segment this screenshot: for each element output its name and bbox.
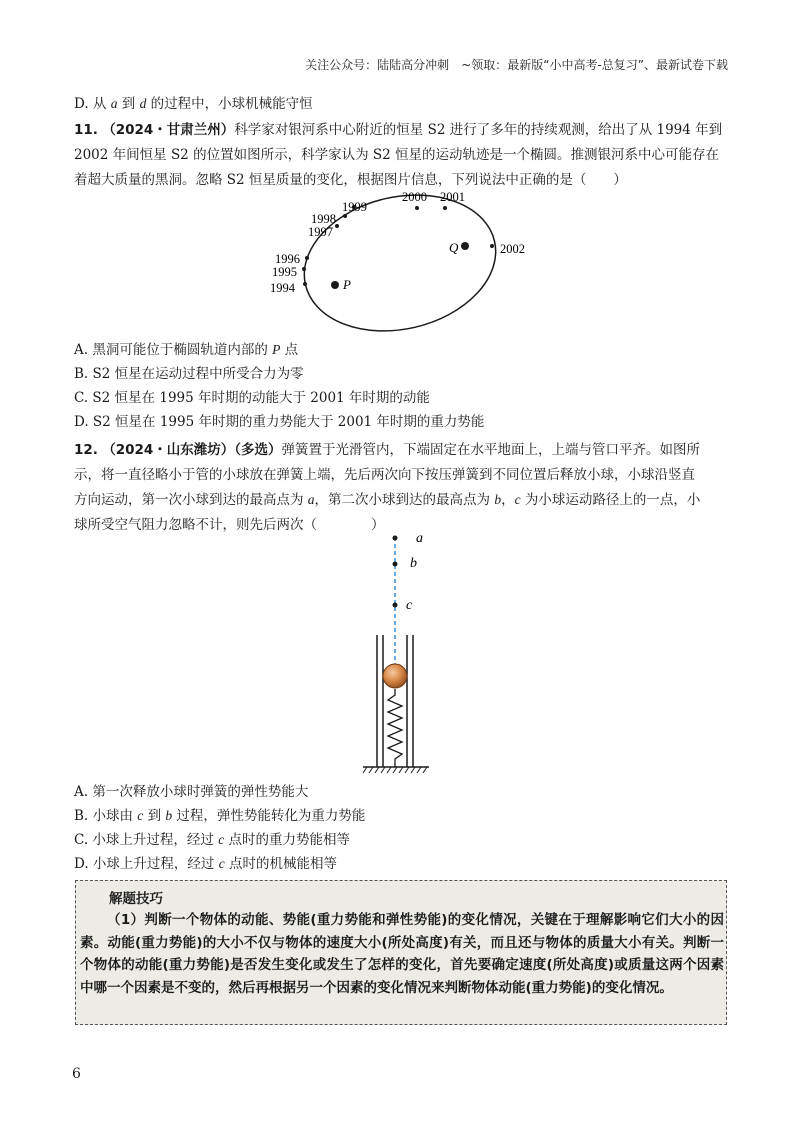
point-c-ref: c bbox=[137, 808, 144, 823]
point-b bbox=[393, 562, 398, 567]
point-p-label: P bbox=[343, 277, 351, 292]
option-text: 的过程中，小球机械能守恒 bbox=[146, 96, 313, 112]
q11-stem-text: 科学家对银河系中心附近的恒星 S2 进行了多年的持续观测，给出了从 1994 年到 bbox=[234, 122, 723, 138]
year-label-1997: 1997 bbox=[308, 225, 333, 239]
year-label-2000: 2000 bbox=[402, 190, 427, 204]
q11-option-b[interactable]: B. S2 恒星在运动过程中所受合力为零 bbox=[74, 366, 304, 382]
option-text: 到 bbox=[117, 96, 140, 112]
option-text: B. 小球由 bbox=[74, 808, 138, 824]
orbit-point-1996 bbox=[305, 256, 309, 260]
option-text: 点 bbox=[280, 342, 299, 358]
point-b-ref: b bbox=[165, 808, 173, 823]
q12-option-a[interactable]: A. 第一次释放小球时弹簧的弹性势能大 bbox=[74, 784, 309, 800]
q12-multi-tag: （多选） bbox=[234, 442, 282, 458]
point-c bbox=[393, 603, 398, 608]
point-b-label: b bbox=[410, 556, 417, 571]
year-label-1994: 1994 bbox=[270, 281, 295, 295]
year-label-2002: 2002 bbox=[500, 242, 525, 256]
option-text: 过程，弹性势能转化为重力势能 bbox=[172, 808, 366, 824]
orbit-point-1994 bbox=[303, 282, 307, 286]
q12-stem-text: 弹簧置于光滑管内，下端固定在水平地面上，上端与管口平齐。如图所 bbox=[281, 442, 701, 458]
year-label-1996: 1996 bbox=[275, 252, 300, 266]
stem-text: 方向运动，第一次小球到达的最高点为 bbox=[74, 492, 308, 508]
orbit-point-2002 bbox=[490, 244, 494, 248]
point-c-ref: c bbox=[218, 856, 225, 871]
ground-hatching bbox=[363, 767, 427, 773]
point-b-ref: b bbox=[494, 492, 502, 507]
stem-text: ，第二次小球到达的最高点为 bbox=[314, 492, 495, 508]
q11-stem-line-3: 着超大质量的黑洞。忽略 S2 恒星质量的变化，根据图片信息，下列说法中正确的是（ ） bbox=[74, 172, 627, 188]
point-p-ref: P bbox=[272, 342, 281, 357]
spring bbox=[388, 689, 402, 767]
q11-number: 11. bbox=[74, 122, 98, 138]
stem-text: 为小球运动路径上的一点，小 bbox=[520, 492, 701, 508]
year-label-1999: 1999 bbox=[342, 200, 367, 214]
ball bbox=[383, 664, 407, 688]
q12-option-d[interactable] bbox=[74, 854, 337, 874]
point-a-label: a bbox=[110, 96, 118, 111]
point-q-label: Q bbox=[449, 240, 459, 255]
option-text: 点时的机械能相等 bbox=[224, 856, 338, 872]
q11-stem-line-1 bbox=[74, 120, 722, 140]
orbit-point-1995 bbox=[302, 267, 306, 271]
q12-stem-line-4: 球所受空气阻力忽略不计，则先后两次（ ） bbox=[74, 517, 385, 533]
point-a-label: a bbox=[416, 531, 423, 546]
q11-orbit-figure bbox=[260, 186, 550, 336]
option-text: D. 从 bbox=[74, 96, 111, 112]
orbit-point-2001 bbox=[443, 206, 447, 210]
year-label-1995: 1995 bbox=[272, 265, 297, 279]
q11-source: （2024・甘肃兰州） bbox=[102, 122, 235, 138]
prev-option-d bbox=[74, 94, 313, 114]
point-c-ref: c bbox=[218, 832, 225, 847]
point-a-ref: a bbox=[307, 492, 315, 507]
page-number: 6 bbox=[72, 1066, 81, 1082]
year-label-2001: 2001 bbox=[440, 190, 465, 204]
tips-body: （1）判断一个物体的动能、势能(重力势能和弹性势能)的变化情况，关键在于理解影响它们大小的因素。动能(重力势能)的大小不仅与物体的速度大小(所处高度)有关，而且还与物体的质量大小有关。判断一个物体的动能(重力势能)是否发生变化或发生了怎样的变化，首先要确定速度(所处高度)或质量这两个因素中哪一个因素是不变的，然后再根据另一个因素的变化情况来判断物体动能(重力势能)的变化情况。 bbox=[80, 912, 724, 996]
option-text: C. 小球上升过程，经过 bbox=[74, 832, 219, 848]
tips-title: 解题技巧 bbox=[109, 891, 163, 907]
point-c-label: c bbox=[406, 598, 413, 613]
q11-option-a[interactable] bbox=[74, 340, 298, 360]
point-d-label: d bbox=[139, 96, 147, 111]
q12-spring-figure bbox=[355, 525, 455, 775]
q11-option-d[interactable]: D. S2 恒星在 1995 年时期的重力势能大于 2001 年时期的重力势能 bbox=[74, 414, 485, 430]
point-p bbox=[331, 281, 339, 289]
orbit-point-1998 bbox=[343, 214, 347, 218]
point-a bbox=[393, 536, 398, 541]
year-label-1998: 1998 bbox=[311, 212, 336, 226]
q11-stem-line-2: 2002 年间恒星 S2 的位置如图所示，科学家认为 S2 恒星的运动轨迹是一个椭圆。推测银河系中心可能存在 bbox=[74, 147, 719, 163]
q12-stem-line-1 bbox=[74, 440, 700, 460]
option-text: D. 小球上升过程，经过 bbox=[74, 856, 219, 872]
tips-box bbox=[75, 880, 727, 1025]
q12-option-c[interactable] bbox=[74, 830, 350, 850]
stem-text: ， bbox=[501, 492, 515, 508]
option-text: 点时的重力势能相等 bbox=[224, 832, 351, 848]
q12-option-b[interactable] bbox=[74, 806, 365, 826]
q12-stem-line-3 bbox=[74, 490, 700, 510]
q11-option-c[interactable]: C. S2 恒星在 1995 年时期的动能大于 2001 年时期的动能 bbox=[74, 390, 430, 406]
orbit-ellipse bbox=[291, 186, 510, 336]
point-q bbox=[461, 242, 469, 250]
q12-stem-line-2: 示，将一直径略小于管的小球放在弹簧上端，先后两次向下按压弹簧到不同位置后释放小球，小球沿竖直 bbox=[74, 467, 695, 483]
q12-source: （2024・山东潍坊） bbox=[102, 442, 235, 458]
point-c-ref: c bbox=[514, 492, 521, 507]
q12-number: 12. bbox=[74, 442, 98, 458]
option-text: 到 bbox=[143, 808, 166, 824]
page-header: 关注公众号：陆陆高分冲刺 ~领取：最新版“小中高考-总复习”、最新试卷下载 bbox=[305, 58, 728, 72]
orbit-point-2000 bbox=[415, 206, 419, 210]
option-text: A. 黑洞可能位于椭圆轨道内部的 bbox=[74, 342, 273, 358]
